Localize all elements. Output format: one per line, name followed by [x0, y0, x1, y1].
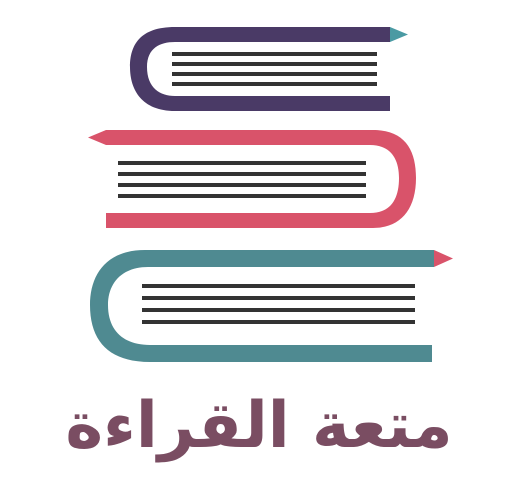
middle-book: [88, 130, 416, 228]
top-pencil-tip: [390, 27, 408, 42]
top-book-pages: [172, 52, 377, 86]
top-book: [130, 27, 408, 111]
bottom-pencil-tip: [434, 250, 453, 267]
middle-book-pages: [118, 161, 366, 198]
middle-book-cover: [106, 130, 416, 228]
bottom-book: [90, 250, 453, 362]
bottom-book-cover: [90, 250, 434, 362]
middle-pencil-tip: [88, 130, 106, 145]
bottom-book-pages: [142, 284, 415, 324]
top-book-cover: [130, 27, 390, 111]
brand-title: متعة القراءة: [65, 389, 453, 463]
